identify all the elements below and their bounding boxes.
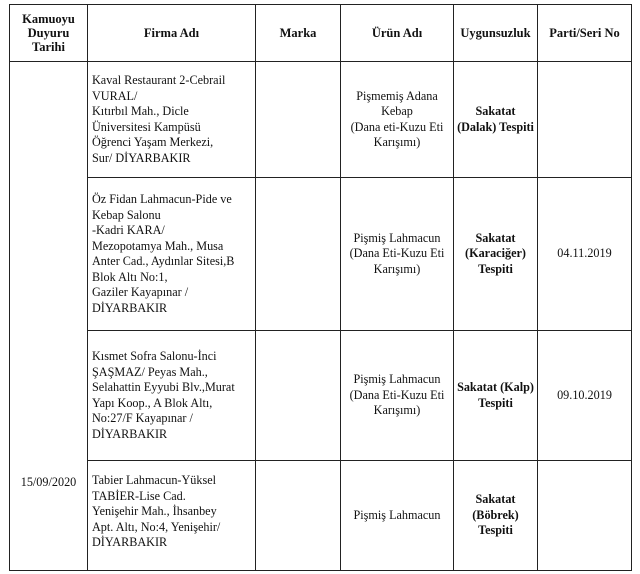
marka-cell [256,331,341,461]
table-row [10,461,632,571]
header-firma: Firma Adı [88,5,256,62]
firma-cell: Kaval Restaurant 2-Cebrail VURAL/ Kıtırbıl Mah., Dicle Üniversitesi Kampüsü Öğrenci Yaşam Merkezi, Sur/ DİYARBAKIR [88,62,256,178]
parti-cell: 04.11.2019 [538,178,632,331]
header-date: Kamuoyu Duyuru Tarihi [10,5,88,62]
header-marka: Marka [256,5,341,62]
table-row [10,331,632,461]
urun-cell: Pişmiş Lahmacun (Dana Eti-Kuzu Eti Karışımı) [341,331,454,461]
recall-table [9,4,632,571]
table-row [10,62,632,178]
marka-cell [256,62,341,178]
urun-cell: Pişmiş Lahmacun [341,461,454,571]
firma-cell: Öz Fidan Lahmacun-Pide ve Kebap Salonu -Kadri KARA/ Mezopotamya Mah., Musa Anter Cad., Aydınlar Sitesi,B Blok Altı No:1, Gaziler Kayapınar / DİYARBAKIR [88,178,256,331]
parti-cell [538,62,632,178]
marka-cell [256,461,341,571]
parti-cell: 09.10.2019 [538,331,632,461]
firma-cell: Kısmet Sofra Salonu-İnci ŞAŞMAZ/ Peyas Mah., Selahattin Eyyubi Blv.,Murat Yapı Koop., A Blok Altı, No:27/F Kayapınar / DİYARBAKIR [88,331,256,461]
uygunsuzluk-cell: Sakatat (Dalak) Tespiti [454,62,538,178]
firma-cell: Tabier Lahmacun-Yüksel TABİER-Lise Cad. Yenişehir Mah., İhsanbey Apt. Altı, No:4, Yenişehir/ DİYARBAKIR [88,461,256,571]
uygunsuzluk-cell: Sakatat (Böbrek) Tespiti [454,461,538,571]
announcement-date: 15/09/2020 [10,62,88,571]
table-row [10,178,632,331]
header-row [10,5,632,62]
header-uygunsuzluk: Uygunsuzluk [454,5,538,62]
urun-cell: Pişmemiş Adana Kebap (Dana eti-Kuzu Eti Karışımı) [341,62,454,178]
marka-cell [256,178,341,331]
header-parti: Parti/Seri No [538,5,632,62]
urun-cell: Pişmiş Lahmacun (Dana Eti-Kuzu Eti Karışımı) [341,178,454,331]
header-urun: Ürün Adı [341,5,454,62]
uygunsuzluk-cell: Sakatat (Karaciğer) Tespiti [454,178,538,331]
parti-cell [538,461,632,571]
uygunsuzluk-cell: Sakatat (Kalp) Tespiti [454,331,538,461]
